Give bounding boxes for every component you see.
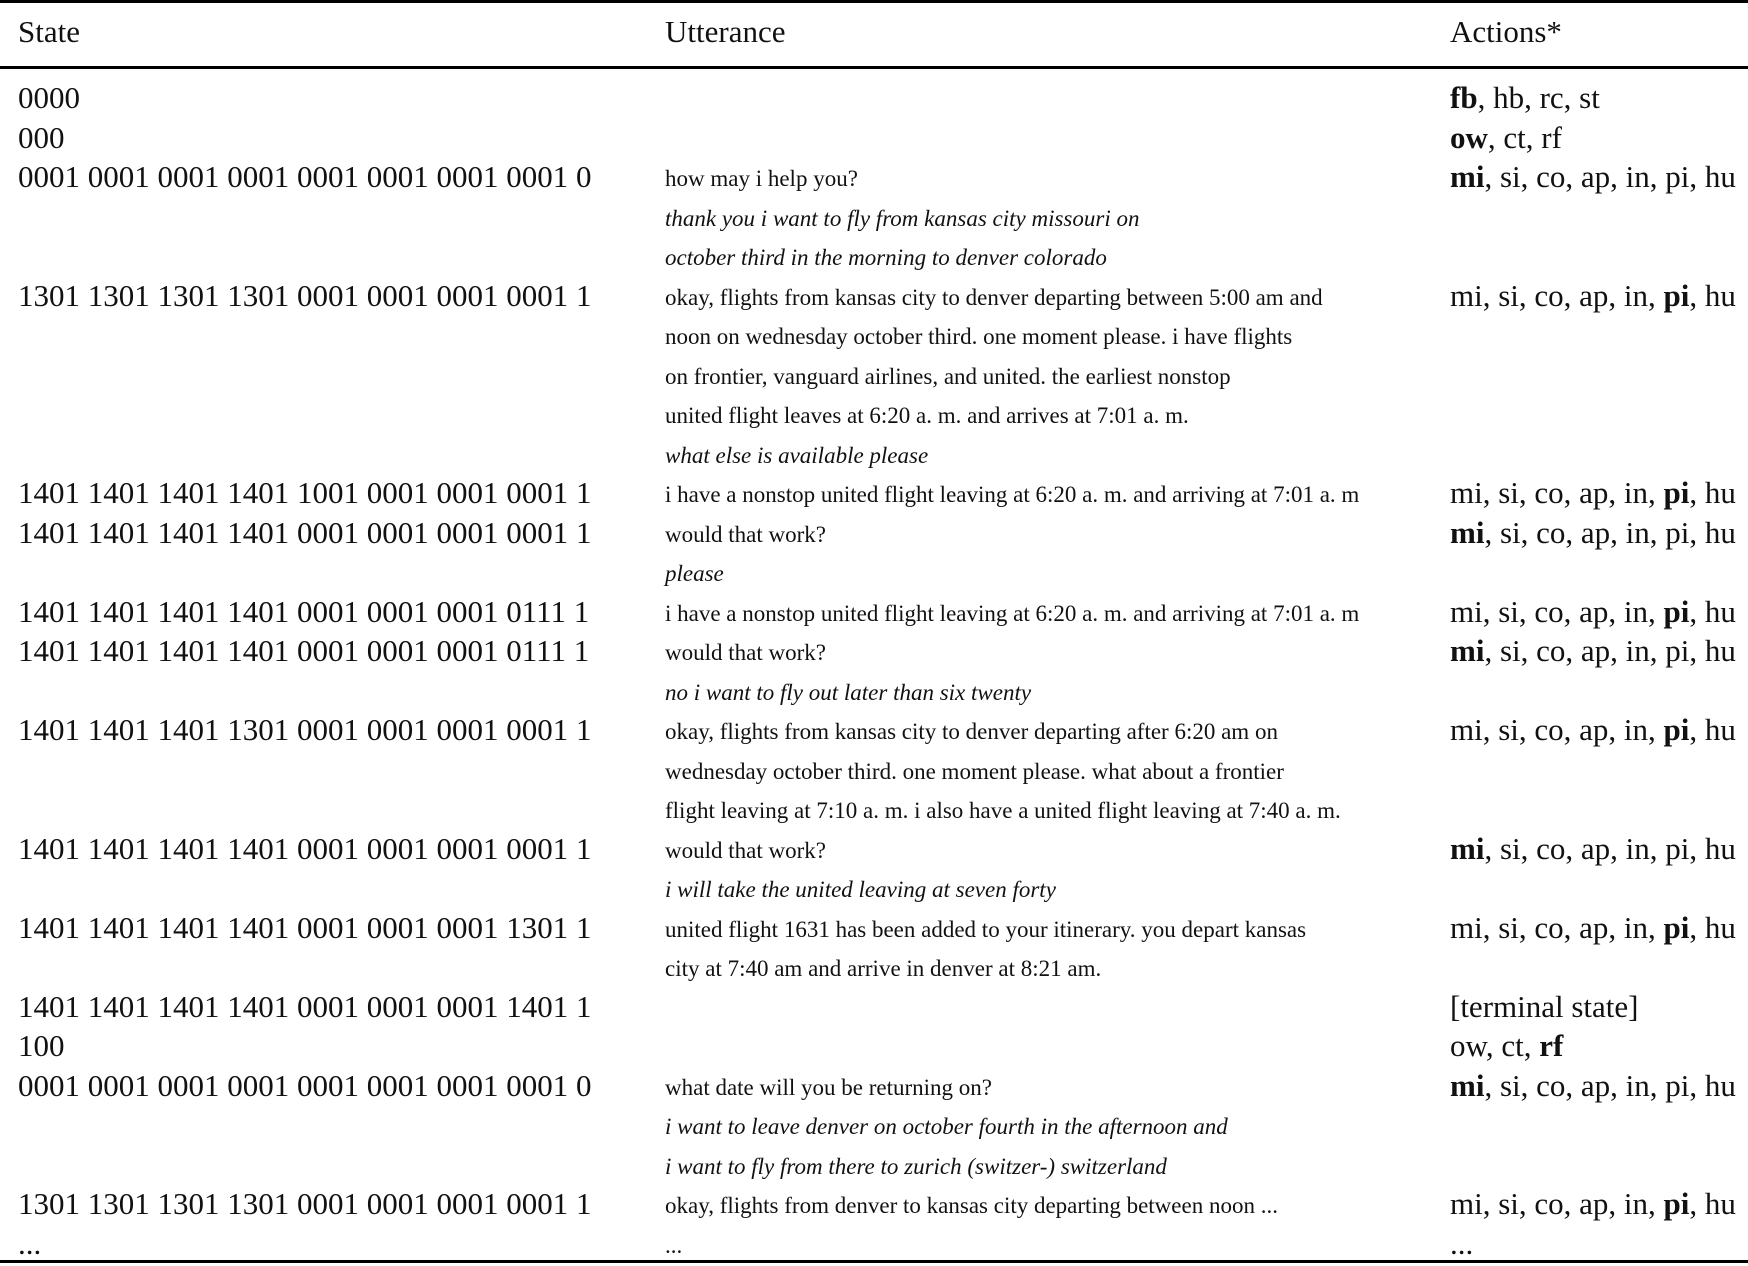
- actions-cell: [1450, 908, 1736, 948]
- state-cell: 0001 0001 0001 0001 0001 0001 0001 0001 0: [18, 159, 592, 194]
- system-utterance: united flight 1631 has been added to your itinerary. you depart kansas: [665, 916, 1307, 942]
- table-row: [0, 552, 1748, 592]
- system-utterance: okay, flights from kansas city to denver departing between 5:00 am and: [665, 284, 1323, 310]
- action-text: mi, si, co, ap, in,: [1450, 475, 1664, 510]
- action-text: , hu: [1689, 909, 1736, 945]
- state-cell: ...: [18, 1225, 42, 1261]
- table-row: [0, 671, 1748, 711]
- table-row: [0, 829, 1748, 869]
- state-cell: 1401 1401 1401 1401 0001 0001 0001 0111 1: [18, 633, 590, 668]
- system-utterance: how may i help you?: [665, 166, 858, 191]
- actions-cell: [1450, 631, 1736, 671]
- action-text: , si, co, ap, in, pi, hu: [1484, 633, 1736, 668]
- selected-action: mi: [1450, 633, 1485, 668]
- system-utterance: what date will you be returning on?: [665, 1074, 993, 1100]
- table-row: [0, 710, 1748, 750]
- system-utterance: would that work?: [665, 521, 826, 547]
- table-row: [0, 592, 1748, 632]
- user-utterance: i will take the united leaving at seven forty: [665, 877, 1056, 902]
- system-utterance: ...: [665, 1232, 683, 1258]
- user-utterance: i want to leave denver on october fourth in the afternoon and: [665, 1114, 1228, 1139]
- actions-cell: [1450, 987, 1639, 1027]
- actions-cell: [1450, 513, 1736, 553]
- system-utterance: on frontier, vanguard airlines, and united. the earliest nonstop: [665, 363, 1231, 389]
- selected-action: pi: [1663, 909, 1690, 945]
- state-cell: 100: [18, 1028, 65, 1063]
- table-row: [0, 750, 1748, 790]
- selected-action: rf: [1539, 1028, 1564, 1063]
- state-cell: 1401 1401 1401 1301 0001 0001 0001 0001 1: [18, 712, 592, 747]
- selected-action: pi: [1663, 712, 1690, 747]
- column-header-utterance: Utterance: [665, 14, 786, 49]
- actions-cell: [1450, 1066, 1736, 1106]
- action-text: ...: [1450, 1225, 1474, 1261]
- system-utterance: wednesday october third. one moment please. what about a frontier: [665, 758, 1284, 784]
- actions-cell: [1450, 1184, 1736, 1224]
- table-row: [0, 868, 1748, 908]
- action-text: , hu: [1689, 593, 1736, 629]
- action-text: mi, si, co, ap, in,: [1450, 593, 1664, 629]
- table-row: [0, 236, 1748, 276]
- system-utterance: city at 7:40 am and arrive in denver at 8:21 am.: [665, 956, 1102, 981]
- state-cell: 0000: [18, 80, 80, 115]
- table-row: [0, 394, 1748, 434]
- action-text: ow, ct,: [1450, 1028, 1540, 1063]
- table-row: [0, 276, 1748, 316]
- action-text: , hu: [1689, 277, 1736, 313]
- state-cell: 1401 1401 1401 1401 0001 0001 0001 1401 1: [18, 988, 592, 1024]
- table-row: [0, 473, 1748, 513]
- table-row: [0, 1184, 1748, 1224]
- user-utterance: october third in the morning to denver colorado: [665, 245, 1107, 270]
- selected-action: pi: [1663, 475, 1690, 510]
- system-utterance: okay, flights from kansas city to denver departing after 6:20 am on: [665, 719, 1278, 744]
- user-utterance: what else is available please: [665, 442, 929, 468]
- action-text: , si, co, ap, in, pi, hu: [1484, 514, 1736, 550]
- state-cell: 1301 1301 1301 1301 0001 0001 0001 0001 1: [18, 277, 592, 313]
- table-row: [0, 1145, 1748, 1185]
- system-utterance: noon on wednesday october third. one moment please. i have flights: [665, 324, 1293, 349]
- table-row: [0, 78, 1748, 118]
- selected-action: pi: [1663, 277, 1690, 313]
- actions-cell: [1450, 473, 1736, 513]
- table-row: [0, 197, 1748, 237]
- state-cell: 1401 1401 1401 1401 0001 0001 0001 0111 1: [18, 593, 590, 629]
- state-cell: 1401 1401 1401 1401 1001 0001 0001 0001 1: [18, 475, 592, 510]
- state-cell: 1301 1301 1301 1301 0001 0001 0001 0001 1: [18, 1186, 592, 1221]
- system-utterance: united flight leaves at 6:20 a. m. and arrives at 7:01 a. m.: [665, 403, 1189, 428]
- table-bottom-rule: [0, 1260, 1748, 1263]
- action-text: mi, si, co, ap, in,: [1450, 909, 1664, 945]
- system-utterance: okay, flights from denver to kansas city departing between noon ...: [665, 1193, 1278, 1218]
- column-header-actions: Actions*: [1450, 14, 1562, 49]
- table-row: [0, 513, 1748, 553]
- state-cell: 0001 0001 0001 0001 0001 0001 0001 0001 0: [18, 1067, 592, 1103]
- selected-action: ow: [1450, 119, 1488, 155]
- selected-action: pi: [1663, 1186, 1690, 1221]
- action-text: , hu: [1689, 712, 1736, 747]
- table-row: [0, 987, 1748, 1027]
- header-rule: [0, 66, 1748, 69]
- action-text: [terminal state]: [1450, 988, 1639, 1024]
- actions-cell: [1450, 78, 1600, 118]
- system-utterance: i have a nonstop united flight leaving at 6:20 a. m. and arriving at 7:01 a. m: [665, 482, 1360, 507]
- system-utterance: would that work?: [665, 640, 826, 665]
- selected-action: mi: [1450, 159, 1485, 194]
- actions-cell: [1450, 1026, 1563, 1066]
- selected-action: mi: [1450, 830, 1485, 866]
- action-text: , hb, rc, st: [1477, 80, 1600, 115]
- column-header-state: State: [18, 14, 80, 49]
- table-row: [0, 315, 1748, 355]
- user-utterance: thank you i want to fly from kansas city missouri on: [665, 205, 1140, 231]
- table-top-rule: [0, 0, 1748, 3]
- system-utterance: flight leaving at 7:10 a. m. i also have a united flight leaving at 7:40 a. m.: [665, 798, 1341, 823]
- action-text: mi, si, co, ap, in,: [1450, 1186, 1664, 1221]
- table-row: [0, 1066, 1748, 1106]
- action-text: , si, co, ap, in, pi, hu: [1484, 159, 1736, 194]
- system-utterance: i have a nonstop united flight leaving at 6:20 a. m. and arriving at 7:01 a. m: [665, 600, 1360, 626]
- actions-cell: [1450, 118, 1562, 158]
- user-utterance: no i want to fly out later than six twenty: [665, 679, 1032, 705]
- action-text: , si, co, ap, in, pi, hu: [1484, 1067, 1736, 1103]
- actions-cell: [1450, 1224, 1473, 1264]
- table-row: [0, 434, 1748, 474]
- user-utterance: i want to fly from there to zurich (switzer-) switzerland: [665, 1153, 1167, 1179]
- table-row: [0, 631, 1748, 671]
- actions-cell: [1450, 592, 1736, 632]
- system-utterance: would that work?: [665, 837, 826, 863]
- state-cell: 1401 1401 1401 1401 0001 0001 0001 0001 1: [18, 830, 592, 866]
- action-text: , ct, rf: [1487, 119, 1562, 155]
- actions-cell: [1450, 710, 1736, 750]
- user-utterance: please: [665, 561, 724, 586]
- actions-cell: [1450, 157, 1736, 197]
- selected-action: mi: [1450, 1067, 1485, 1103]
- table-row: [0, 118, 1748, 158]
- actions-cell: [1450, 829, 1736, 869]
- table-row: [0, 789, 1748, 829]
- selected-action: mi: [1450, 514, 1485, 550]
- table-row: [0, 1105, 1748, 1145]
- selected-action: pi: [1663, 593, 1690, 629]
- table-row: [0, 1224, 1748, 1264]
- table-row: [0, 908, 1748, 948]
- table-row: [0, 157, 1748, 197]
- action-text: mi, si, co, ap, in,: [1450, 277, 1664, 313]
- selected-action: fb: [1450, 80, 1478, 115]
- table-row: [0, 355, 1748, 395]
- action-text: , hu: [1689, 475, 1736, 510]
- action-text: , hu: [1689, 1186, 1736, 1221]
- table-row: [0, 1026, 1748, 1066]
- actions-cell: [1450, 276, 1736, 316]
- state-cell: 1401 1401 1401 1401 0001 0001 0001 1301 1: [18, 909, 592, 945]
- action-text: , si, co, ap, in, pi, hu: [1484, 830, 1736, 866]
- action-text: mi, si, co, ap, in,: [1450, 712, 1664, 747]
- state-cell: 1401 1401 1401 1401 0001 0001 0001 0001 1: [18, 514, 592, 550]
- table-row: [0, 947, 1748, 987]
- state-cell: 000: [18, 119, 65, 155]
